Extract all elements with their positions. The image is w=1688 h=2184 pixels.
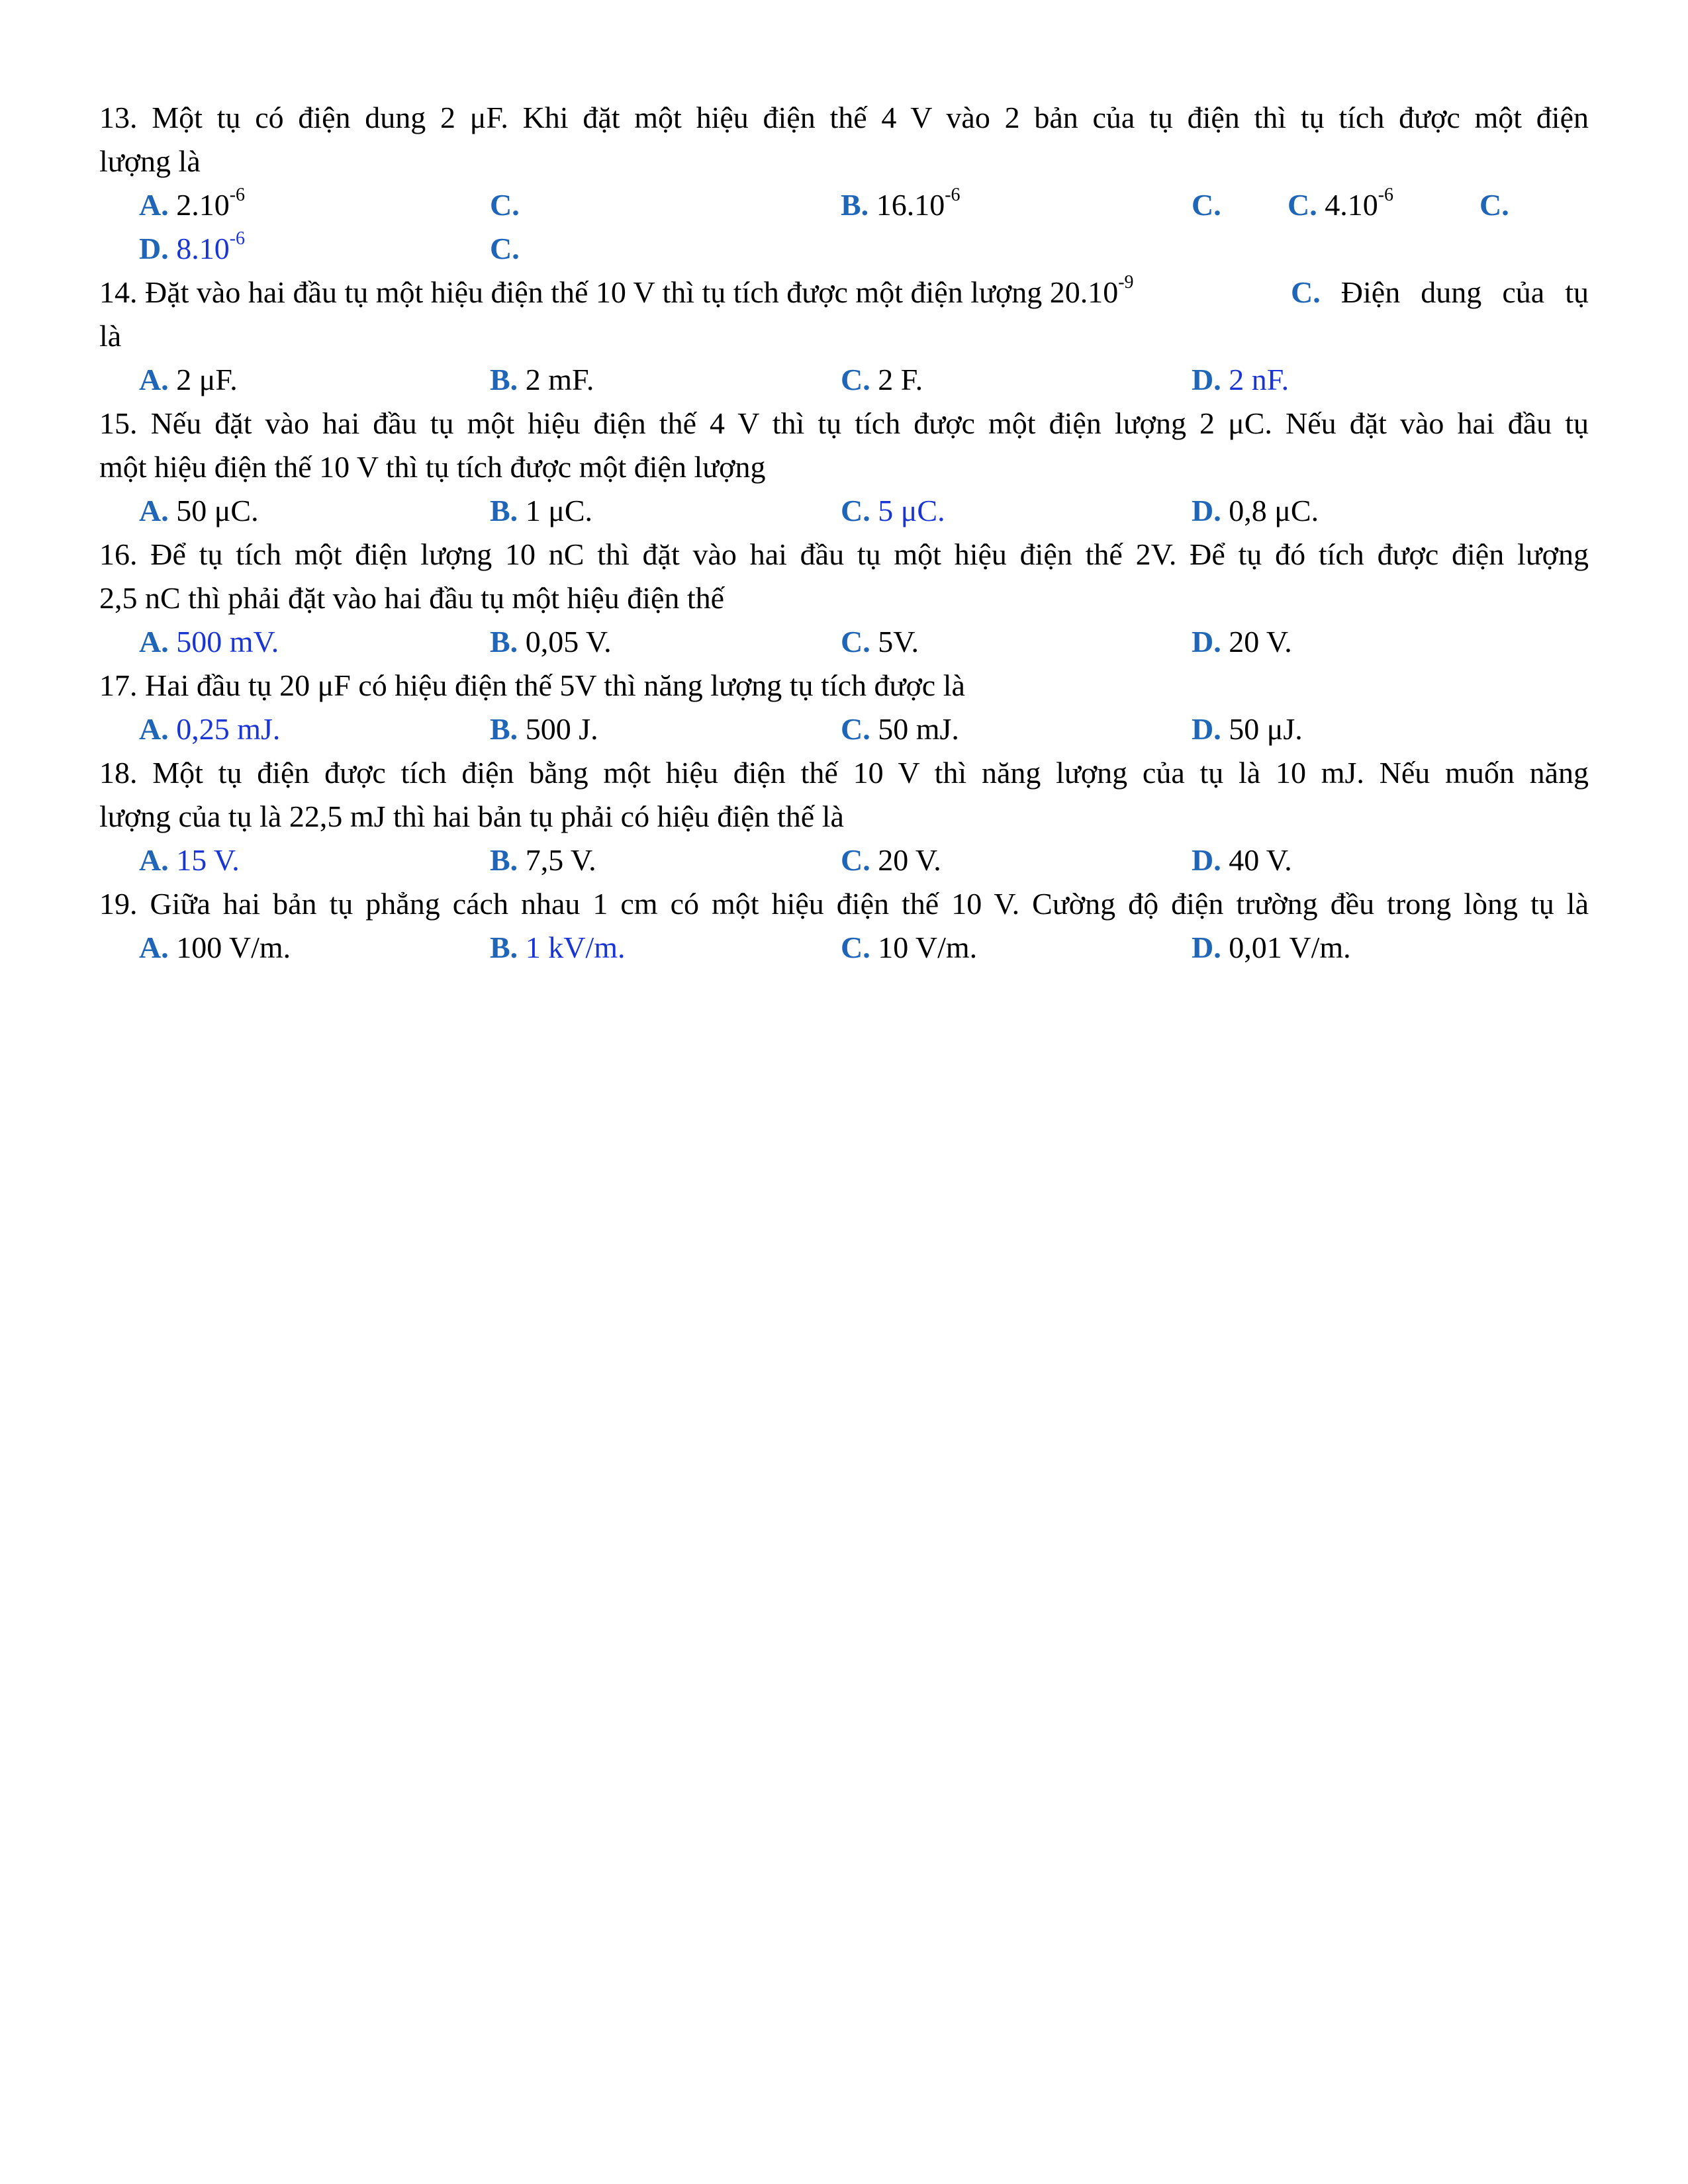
q14-options	[99, 358, 1589, 402]
q18-stem-line2: lượng của tụ là 22,5 mJ thì hai bản tụ phải có hiệu điện thế là	[99, 799, 844, 833]
q14-option-d: D. 2 nF.	[1192, 363, 1289, 396]
q13-options-row1	[99, 183, 1589, 227]
q17-option-b: B. 500 J.	[490, 712, 598, 746]
q19-option-b: B. 1 kV/m.	[490, 931, 626, 964]
q15-option-c: C. 5 μC.	[841, 494, 945, 527]
q17-stem-line1: 17. Hai đầu tụ 20 μF có hiệu điện thế 5V thì năng lượng tụ tích được là	[99, 668, 965, 702]
q14-option-b: B. 2 mF.	[490, 363, 594, 396]
q13-option-d: D. $8.10^{-6}$	[139, 228, 246, 265]
q13-option-c: C. $4.10^{-6}$	[1288, 184, 1394, 222]
q14-stem-line2: là	[99, 319, 122, 353]
q15-options	[99, 489, 1589, 533]
q18-option-b: B. 7,5 V.	[490, 843, 596, 877]
q15-stem-line2: một hiệu điện thế 10 V thì tụ tích được một điện lượng	[99, 450, 766, 484]
q17-option-a: A. 0,25 mJ.	[139, 712, 281, 746]
q13-option-b: B. $16.10^{-6}$	[841, 184, 961, 222]
q16-stem-line2: 2,5 nC thì phải đặt vào hai đầu tụ một hiệu điện thế	[99, 581, 725, 615]
q17-option-d: D. 50 μJ.	[1192, 712, 1303, 746]
q13-separator: C.	[1192, 188, 1221, 222]
q13-separator: C.	[1479, 188, 1509, 222]
q15-option-b: B. 1 μC.	[490, 494, 593, 527]
q15-stem-line1: 15. Nếu đặt vào hai đầu tụ một hiệu điện thế 4 V thì tụ tích được một điện lượng 2 μC. Nếu đặt vào hai đầu tụ	[99, 406, 1589, 440]
q19-stem-line1: 19. Giữa hai bản tụ phẳng cách nhau 1 cm có một hiệu điện thế 10 V. Cường độ điện trường đều trong lòng tụ là	[99, 887, 1589, 921]
q19-option-a: A. 100 V/m.	[139, 931, 291, 964]
q19-options	[99, 926, 1589, 970]
q17-option-c: C. 50 mJ.	[841, 712, 959, 746]
q19-option-c: C. 10 V/m.	[841, 931, 978, 964]
q13-separator: C.	[490, 188, 520, 222]
q18-options	[99, 839, 1589, 882]
q19-option-d: D. 0,01 V/m.	[1192, 931, 1351, 964]
q13-stem-line1: 13. Một tụ có điện dung 2 μF. Khi đặt một hiệu điện thế 4 V vào 2 bản của tụ điện thì tụ tích được một điện	[99, 101, 1589, 134]
q14-stem-line1: 14. Đặt vào hai đầu tụ một hiệu điện thế 10 V thì tụ tích được một điện lượng $20.10^{-9}$ C. Điện dung của tụ	[99, 271, 1589, 314]
q18-option-c: C. 20 V.	[841, 843, 941, 877]
q16-option-b: B. 0,05 V.	[490, 625, 612, 659]
q14-stem-tail: C. Điện dung của tụ	[1291, 275, 1589, 309]
q13-stem-line2: lượng là	[99, 144, 201, 178]
q16-option-c: C. 5V.	[841, 625, 919, 659]
q18-stem-line1: 18. Một tụ điện được tích điện bằng một hiệu điện thế 10 V thì năng lượng của tụ là 10 mJ. Nếu muốn năng	[99, 756, 1589, 790]
q16-option-d: D. 20 V.	[1192, 625, 1292, 659]
q18-option-d: D. 40 V.	[1192, 843, 1292, 877]
q18-option-a: A. 15 V.	[139, 843, 240, 877]
q16-options	[99, 620, 1589, 664]
q16-stem-line1: 16. Để tụ tích một điện lượng 10 nC thì đặt vào hai đầu tụ một hiệu điện thế 2V. Để tụ đó tích được điện lượng	[99, 537, 1589, 571]
q13-separator: C.	[490, 232, 520, 265]
q13-option-a: A. $2.10^{-6}$	[139, 184, 246, 222]
q13-options-row2	[99, 227, 1589, 271]
q14-option-c: C. 2 F.	[841, 363, 923, 396]
q17-options	[99, 707, 1589, 751]
q15-option-a: A. 50 μC.	[139, 494, 259, 527]
q15-option-d: D. 0,8 μC.	[1192, 494, 1319, 527]
q14-option-a: A. 2 μF.	[139, 363, 238, 396]
q16-option-a: A. 500 mV.	[139, 625, 279, 659]
